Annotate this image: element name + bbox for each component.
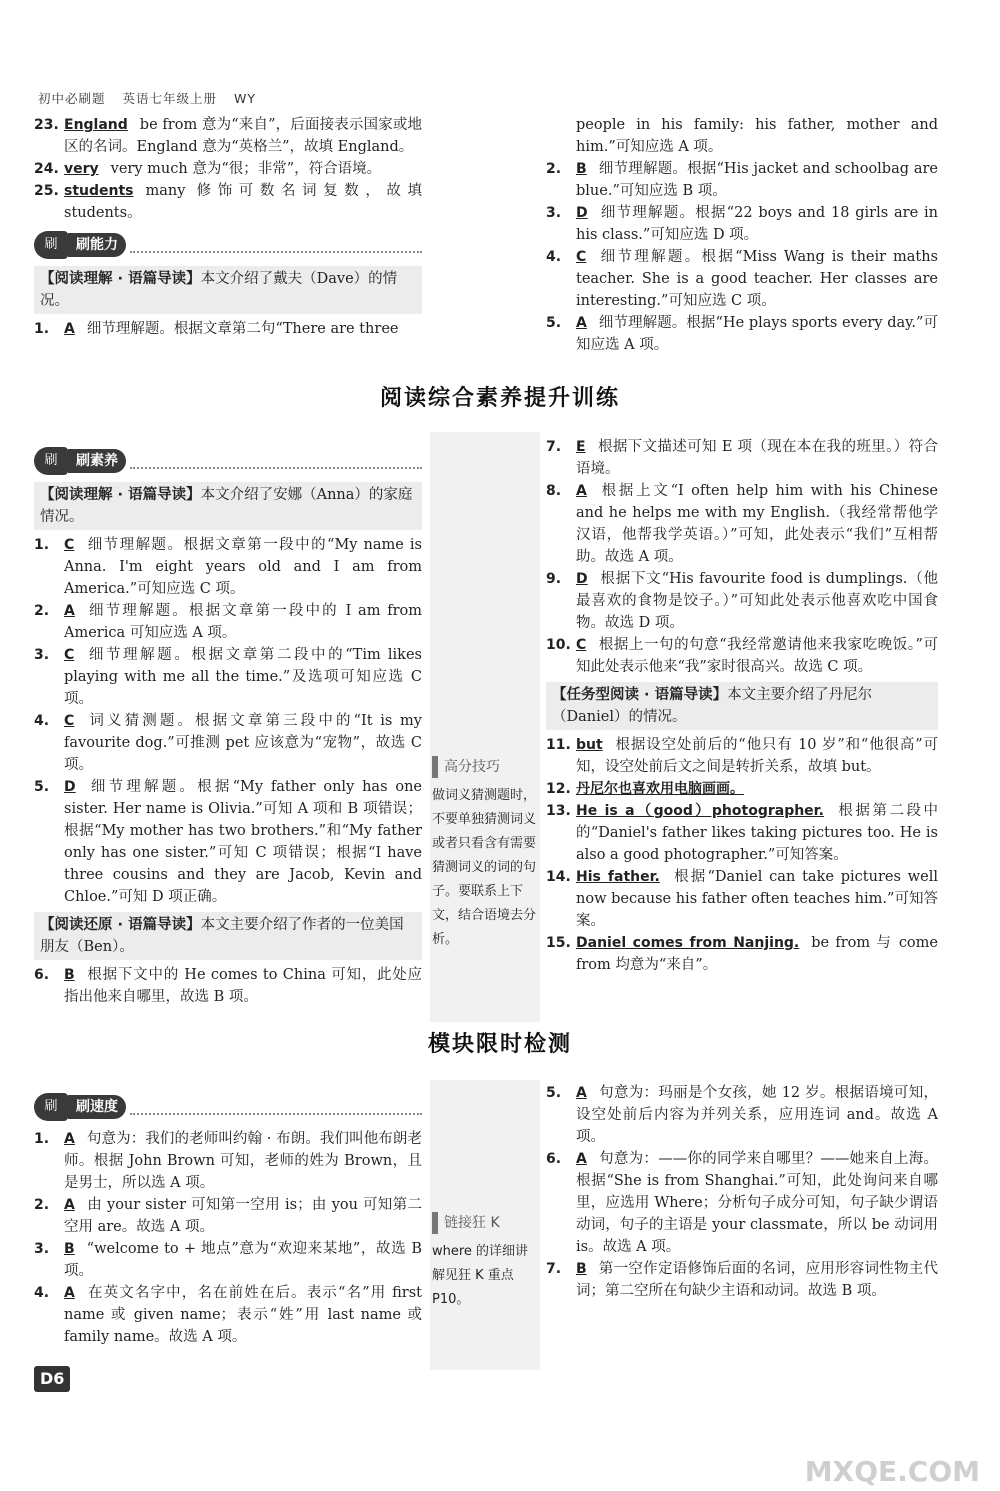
part2-left-items-2 — [34, 964, 422, 1008]
answer-item — [34, 1194, 422, 1238]
item-explanation: 由 your sister 可知第一空用 is；由 you 可知第二空用 are。故选 A 项。 — [64, 1197, 422, 1235]
answer-item — [34, 710, 422, 776]
running-header — [38, 88, 268, 110]
section-title-test: 模块限时检测 — [427, 1032, 572, 1057]
answer-item — [34, 114, 422, 158]
item-answer: students — [64, 183, 134, 199]
item-explanation: 细节理解题。根据文章第二段中的“Tim likes playing with me all the time.”及选项可知应选 C 项。 — [64, 647, 422, 707]
part2-right-items-2 — [546, 734, 938, 976]
intro-tag: 【任务型阅读 · 语篇导读】 — [552, 687, 728, 703]
item-number: 8. — [546, 483, 562, 499]
tip-head: 高分技巧 — [432, 756, 538, 778]
item-number: 3. — [34, 1241, 50, 1257]
answer-item — [546, 932, 938, 976]
item-explanation: 根据第二段中的“Daniel's father likes taking pictures too. He is also a good photographer.”可知答案。 — [576, 803, 938, 863]
intro-text: 本文介绍了安娜（Anna）的家庭情况。 — [40, 487, 413, 525]
header-subject: 英语七年级上册 — [122, 91, 218, 106]
answer-item — [546, 1258, 938, 1302]
reading-intro — [34, 912, 422, 960]
answer-item — [34, 600, 422, 644]
item-explanation: 在英文名字中，名在前姓在后。表示“名”用 first name 或 given name；表示“姓”用 last name 或 family name。故选 A 项。 — [64, 1285, 422, 1345]
item-explanation: be from 意为“来自”，后面接表示国家或地区的名词。England 意为“英格兰”，故填 England。 — [64, 117, 422, 155]
answer-item — [546, 158, 938, 202]
item-explanation: 细节理解题。根据“My father only has one sister. Her name is Olivia.”可知 A 项和 B 项错误；根据“My mother has two brothers.”和“My father only has one sister.”可知 C 项错误；根据“I have three cousins and they are Jacob, Kevin and Chloe.”可知 D 项正确。 — [64, 779, 422, 905]
answer-item — [34, 534, 422, 600]
badge-ability — [34, 230, 422, 260]
item-explanation: 细节理解题。根据“Miss Wang is their maths teacher. She is a good teacher. Her classes are interesting.”可知应选 C 项。 — [576, 249, 938, 309]
item-answer: B — [64, 967, 75, 983]
item-answer: C — [64, 713, 75, 729]
answer-item — [546, 634, 938, 678]
answer-item — [546, 202, 938, 246]
item-number: 1. — [34, 537, 50, 553]
part2-right-items — [546, 436, 938, 678]
part1-left-items-2 — [34, 318, 422, 340]
item-answer: B — [576, 1261, 587, 1277]
answer-item — [546, 114, 938, 158]
answer-item — [34, 180, 422, 224]
item-answer: 丹尼尔也喜欢用电脑画画。 — [576, 781, 744, 797]
item-number: 4. — [34, 1285, 50, 1301]
item-answer: A — [576, 1151, 587, 1167]
part3-right-column — [546, 1082, 938, 1302]
badge-label: 刷素养 — [68, 449, 126, 473]
intro-text: 本文介绍了戴夫（Dave）的情况。 — [40, 271, 398, 309]
header-edition: WY — [234, 91, 256, 106]
item-number: 4. — [34, 713, 50, 729]
answer-item — [546, 312, 938, 356]
item-number: 2. — [34, 1197, 50, 1213]
item-answer: C — [576, 249, 587, 265]
item-number: 15. — [546, 935, 571, 951]
item-explanation: 根据下文中的 He comes to China 可知，此处应指出他来自哪里，故选 B 项。 — [64, 967, 422, 1005]
item-explanation: 根据上文“I often help him with his Chinese and he helps me with my English.（我经常帮他学汉语，他帮我学英语。）”可知，此处表示“我们”互相帮助。故选 A 项。 — [576, 483, 938, 565]
brush-icon: 刷 — [34, 1093, 68, 1121]
answer-item — [546, 778, 938, 800]
item-number: 6. — [34, 967, 50, 983]
item-number: 24. — [34, 161, 59, 177]
item-explanation: 第一空作定语修饰后面的名词，应用形容词性物主代词；第二空所在句缺少主语和动词。故选 B 项。 — [576, 1261, 938, 1299]
part2-right-column — [546, 436, 938, 976]
dotted-divider — [130, 453, 422, 469]
part1-right-items — [546, 114, 938, 356]
watermark: MXQE.COM — [804, 1455, 980, 1488]
answer-item — [546, 1082, 938, 1148]
section-title-reading: 阅读综合素养提升训练 — [379, 386, 620, 411]
link-box — [432, 1212, 538, 1312]
answer-item — [34, 964, 422, 1008]
answer-item — [34, 1282, 422, 1348]
item-number: 1. — [34, 321, 50, 337]
item-number: 23. — [34, 117, 59, 133]
brush-icon: 刷 — [34, 447, 68, 475]
item-answer: C — [64, 647, 75, 663]
item-answer: A — [64, 1131, 75, 1147]
item-answer: A — [64, 1197, 75, 1213]
item-answer: D — [576, 571, 588, 587]
item-explanation: 词义猜测题。根据文章第三段中的“It is my favourite dog.”可推测 pet 应该意为“宠物”，故选 C 项。 — [64, 713, 422, 773]
reading-intro — [34, 266, 422, 314]
item-explanation: very much 意为“很；非常”，符合语境。 — [110, 161, 382, 177]
answer-item — [34, 1238, 422, 1282]
badge-label: 刷能力 — [68, 233, 126, 257]
header-series: 初中必刷题 — [38, 91, 106, 106]
item-explanation: 细节理解题。根据文章第二句“There are three — [86, 321, 399, 337]
item-explanation: 根据上一句的句意“我经常邀请他来我家吃晚饭。”可知此处表示他来“我”家时很高兴。故选 C 项。 — [576, 637, 938, 675]
answer-item — [546, 568, 938, 634]
item-number: 14. — [546, 869, 571, 885]
item-explanation: 句意为：我们的老师叫约翰 · 布朗。我们叫他布朗老师。根据 John Brown 可知，老师的姓为 Brown，且是男士，所以选 A 项。 — [64, 1131, 422, 1191]
item-explanation: 句意为：——你的同学来自哪里？——她来自上海。根据“She is from Shanghai.”可知，此处询问来自哪里，应选用 Where；分析句子成分可知，句子缺少谓语动词，句子的主语是 your classmate，所以 be 动词用 is。故选 A 项。 — [576, 1151, 938, 1255]
badge-label: 刷速度 — [68, 1095, 126, 1119]
item-explanation: 细节理解题。根据“22 boys and 18 girls are in his class.”可知应选 D 项。 — [576, 205, 938, 243]
item-answer: His father. — [576, 869, 660, 885]
intro-tag: 【阅读理解 · 语篇导读】 — [40, 487, 201, 503]
answer-item — [34, 776, 422, 908]
link-body: where 的详细讲解见狂 K 重点 P10。 — [432, 1244, 529, 1307]
item-number: 9. — [546, 571, 562, 587]
item-explanation: 细节理解题。根据“His jacket and schoolbag are blue.”可知应选 B 项。 — [576, 161, 938, 199]
item-number: 1. — [34, 1131, 50, 1147]
part1-left-items — [34, 114, 422, 224]
item-number: 10. — [546, 637, 571, 653]
item-number: 6. — [546, 1151, 562, 1167]
answer-item — [34, 158, 422, 180]
answer-item — [546, 246, 938, 312]
answer-item — [546, 436, 938, 480]
item-number: 3. — [546, 205, 562, 221]
part2-left-items — [34, 534, 422, 908]
answer-item — [546, 1148, 938, 1258]
item-answer: He is a（good）photographer. — [576, 803, 824, 819]
intro-tag: 【阅读理解 · 语篇导读】 — [40, 271, 201, 287]
item-answer: D — [64, 779, 76, 795]
item-explanation: 根据“Daniel can take pictures well now because his father often teaches him.”可知答案。 — [576, 869, 938, 929]
item-number: 5. — [34, 779, 50, 795]
answer-item — [34, 1128, 422, 1194]
item-answer: A — [576, 315, 587, 331]
item-answer: England — [64, 117, 128, 133]
intro-text: 本文主要介绍了丹尼尔（Daniel）的情况。 — [552, 687, 873, 725]
part1-right-column — [546, 114, 938, 356]
reading-intro — [34, 482, 422, 530]
item-number: 2. — [546, 161, 562, 177]
item-number: 3. — [34, 647, 50, 663]
item-number: 12. — [546, 781, 571, 797]
item-number: 7. — [546, 439, 562, 455]
intro-text: 本文主要介绍了作者的一位美国朋友（Ben）。 — [40, 917, 404, 955]
tip-body: 做词义猜测题时，不要单独猜测词义或者只看含有需要猜测词义的词的句子。要联系上下文，结合语境去分析。 — [432, 788, 537, 947]
badge-speed — [34, 1092, 422, 1122]
answer-item — [546, 734, 938, 778]
item-explanation: “welcome to + 地点”意为“欢迎来某地”，故选 B 项。 — [64, 1241, 422, 1279]
item-answer: Daniel comes from Nanjing. — [576, 935, 800, 951]
item-answer: very — [64, 161, 99, 177]
item-answer: A — [576, 483, 587, 499]
intro-tag: 【阅读还原 · 语篇导读】 — [40, 917, 201, 933]
item-answer: C — [64, 537, 75, 553]
tip-box — [432, 756, 538, 952]
item-explanation: 句意为：玛丽是个女孩，她 12 岁。根据语境可知，设空处前后内容为并列关系，应用连词 and。故选 A 项。 — [576, 1085, 938, 1145]
dotted-divider — [130, 1099, 422, 1115]
item-number: 7. — [546, 1261, 562, 1277]
brush-icon: 刷 — [34, 231, 68, 259]
item-explanation: 细节理解题。根据文章第一段中的 I am from America 可知应选 A 项。 — [64, 603, 422, 641]
item-answer: but — [576, 737, 603, 753]
item-number: 2. — [34, 603, 50, 619]
answer-item — [34, 318, 422, 340]
item-answer: A — [64, 1285, 75, 1301]
item-number: 13. — [546, 803, 571, 819]
item-answer: B — [64, 1241, 75, 1257]
item-explanation: 根据设空处前后的“他只有 10 岁”和“他很高”可知，设空处前后文之间是转折关系，故填 but。 — [576, 737, 938, 775]
item-answer: A — [576, 1085, 587, 1101]
item-number: 4. — [546, 249, 562, 265]
item-answer: B — [576, 161, 587, 177]
part1-left-column — [34, 114, 422, 340]
reading-intro — [546, 682, 938, 730]
part3-left-items — [34, 1128, 422, 1348]
answer-item — [34, 644, 422, 710]
item-answer: E — [576, 439, 586, 455]
item-answer: C — [576, 637, 587, 653]
item-number: 25. — [34, 183, 59, 199]
part3-right-items — [546, 1082, 938, 1302]
item-explanation: be from 与 come from 均意为“来自”。 — [576, 935, 938, 973]
item-explanation: 根据下文“His favourite food is dumplings.（他最喜欢的食物是饺子。）”可知此处表示他喜欢吃中国食物。故选 D 项。 — [576, 571, 938, 631]
link-head: 链接狂 K — [432, 1212, 538, 1234]
answer-item — [546, 866, 938, 932]
item-answer: A — [64, 603, 75, 619]
answer-item — [546, 800, 938, 866]
badge-literacy — [34, 446, 422, 476]
item-explanation: 根据下文描述可知 E 项（现在本在我的班里。）符合语境。 — [576, 439, 938, 477]
dotted-divider — [130, 237, 422, 253]
item-explanation: 细节理解题。根据文章第一段中的“My name is Anna. I'm eight years old and I am from America.”可知应选 C 项。 — [64, 537, 422, 597]
item-number: 5. — [546, 1085, 562, 1101]
item-number: 5. — [546, 315, 562, 331]
item-number: 11. — [546, 737, 571, 753]
part3-left-column — [34, 1086, 422, 1348]
item-answer: A — [64, 321, 75, 337]
page-number: D6 — [34, 1366, 70, 1392]
part2-left-column — [34, 440, 422, 1008]
item-explanation: 细节理解题。根据“He plays sports every day.”可知应选 A 项。 — [576, 315, 938, 353]
item-explanation: many 修饰可数名词复数，故填 students。 — [64, 183, 422, 221]
answer-item — [546, 480, 938, 568]
item-answer: D — [576, 205, 588, 221]
item-explanation: people in his family: his father, mother and him.”可知应选 A 项。 — [576, 117, 938, 155]
